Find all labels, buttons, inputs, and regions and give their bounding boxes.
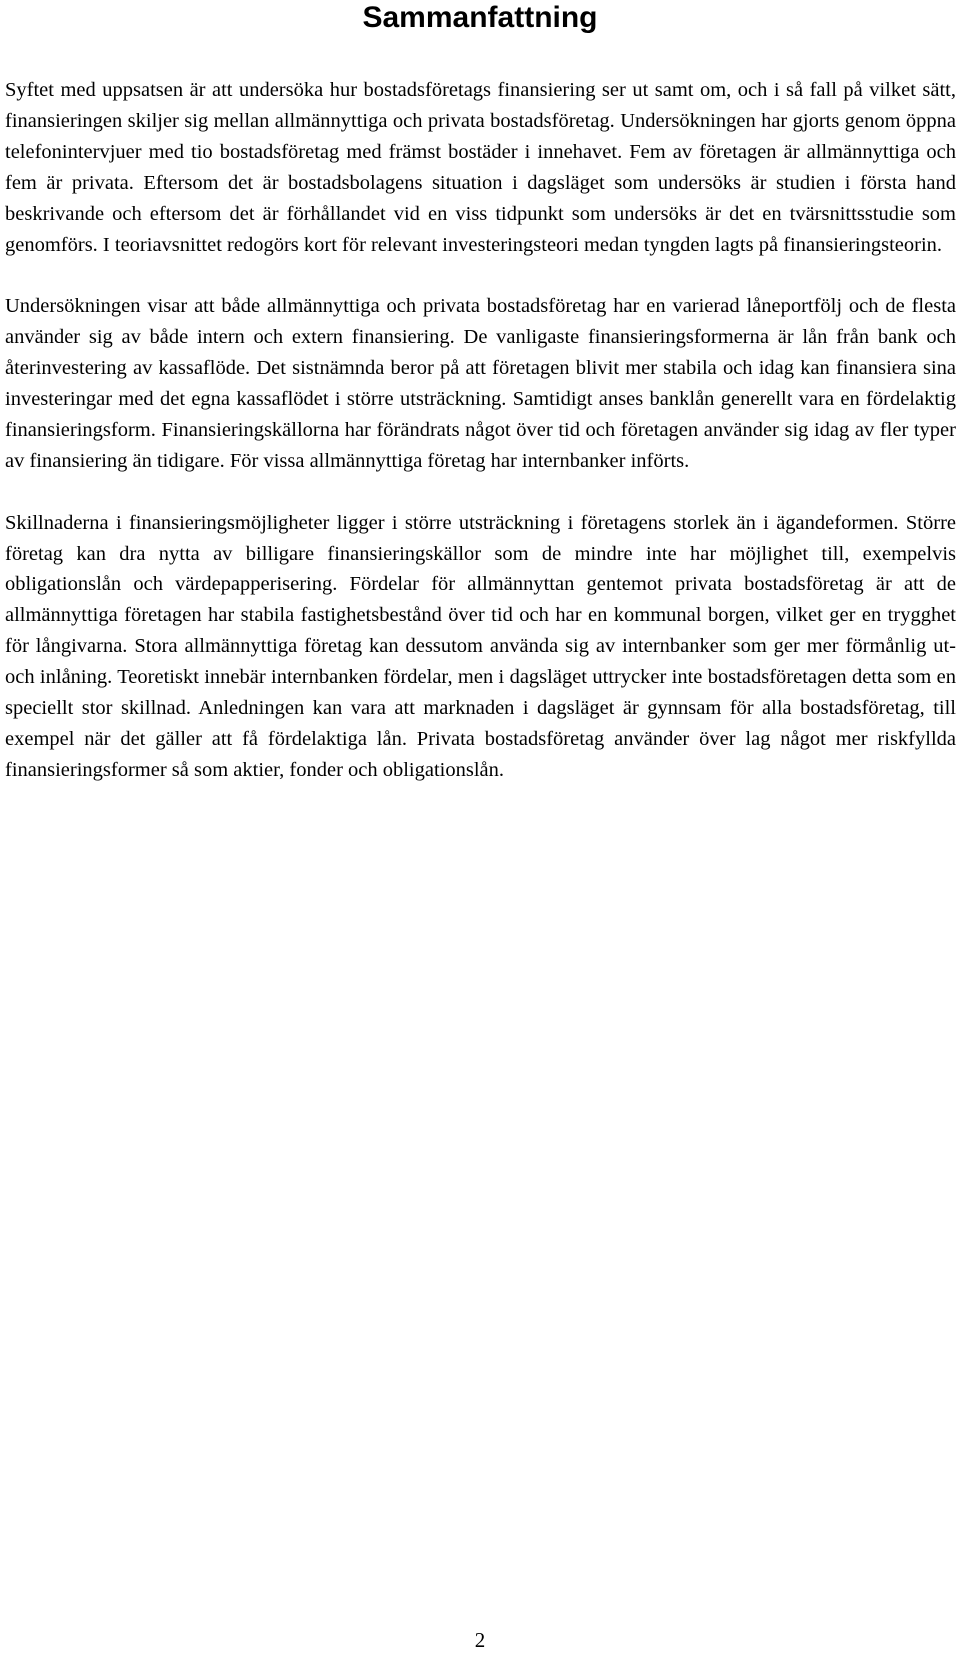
page-title: Sammanfattning [362, 1, 598, 34]
paragraph-differences: Skillnaderna i finansieringsmöjligheter ligger i större utsträckning i företagens storlek än i ägandeformen. Större företag kan dra nytta av billigare finansieringskällor som de mindre inte har möjlighet till, exempelvis obligationslån och värdepapperisering. Fördelar för allmännyttan gentemot privata bostadsföretag är att de allmännyttiga företagen har stabila fastighetsbestånd över tid och har en kommunal borgen, vilket ger en trygghet för långivarna. Stora allmännyttiga företag kan dessutom använda sig av internbanker som ger mer förmånlig ut- och inlåning. Teoretiskt innebär internbanken fördelar, men i dagsläget uttrycker inte bostadsföretagen detta som en speciellt stor skillnad. Anledningen kan vara att marknaden i dagsläget är gynnsam för alla bostadsföretag, till exempel när det gäller att få fördelaktiga lån. Privata bostadsföretag använder över lag något mer riskfyllda finansieringsformer så som aktier, fonder och obligationslån. [5, 511, 956, 781]
page-number: 2 [474, 1628, 486, 1652]
paragraph-findings: Undersökningen visar att både allmännyttiga och privata bostadsföretag har en varierad låneportfölj och de flesta använder sig av både intern och extern finansiering. De vanligaste finansieringsformerna är lån från bank och återinvestering av kassaflöde. Det sistnämnda beror på att företagen blivit mer stabila och idag kan finansiera sina investeringar med det egna kassaflödet i större utsträckning. Samtidigt anses banklån generellt vara en fördelaktig finansieringsform. Finansieringskällorna har förändrats något över tid och företagen använder sig idag av fler typer av finansiering än tidigare. För vissa allmännyttiga företag har internbanker införts. [5, 295, 956, 472]
paragraph-purpose: Syftet med uppsatsen är att undersöka hur bostadsföretags finansiering ser ut samt om, och i så fall på vilket sätt, finansieringen skiljer sig mellan allmännyttiga och privata bostadsföretag. Undersökningen har gjorts genom öppna telefonintervjuer med tio bostadsföretag med främst bostäder i innehavet. Fem av företagen är allmännyttiga och fem är privata. Eftersom det är bostadsbolagens situation i dagsläget som undersöks är studien i första hand beskrivande och eftersom det är förhållandet vid en viss tidpunkt som undersöks är det en tvärsnittsstudie som genomförs. I teoriavsnittet redogörs kort för relevant investeringsteori medan tyngden lagts på finansieringsteorin. [5, 79, 956, 256]
summary-body [5, 75, 956, 817]
